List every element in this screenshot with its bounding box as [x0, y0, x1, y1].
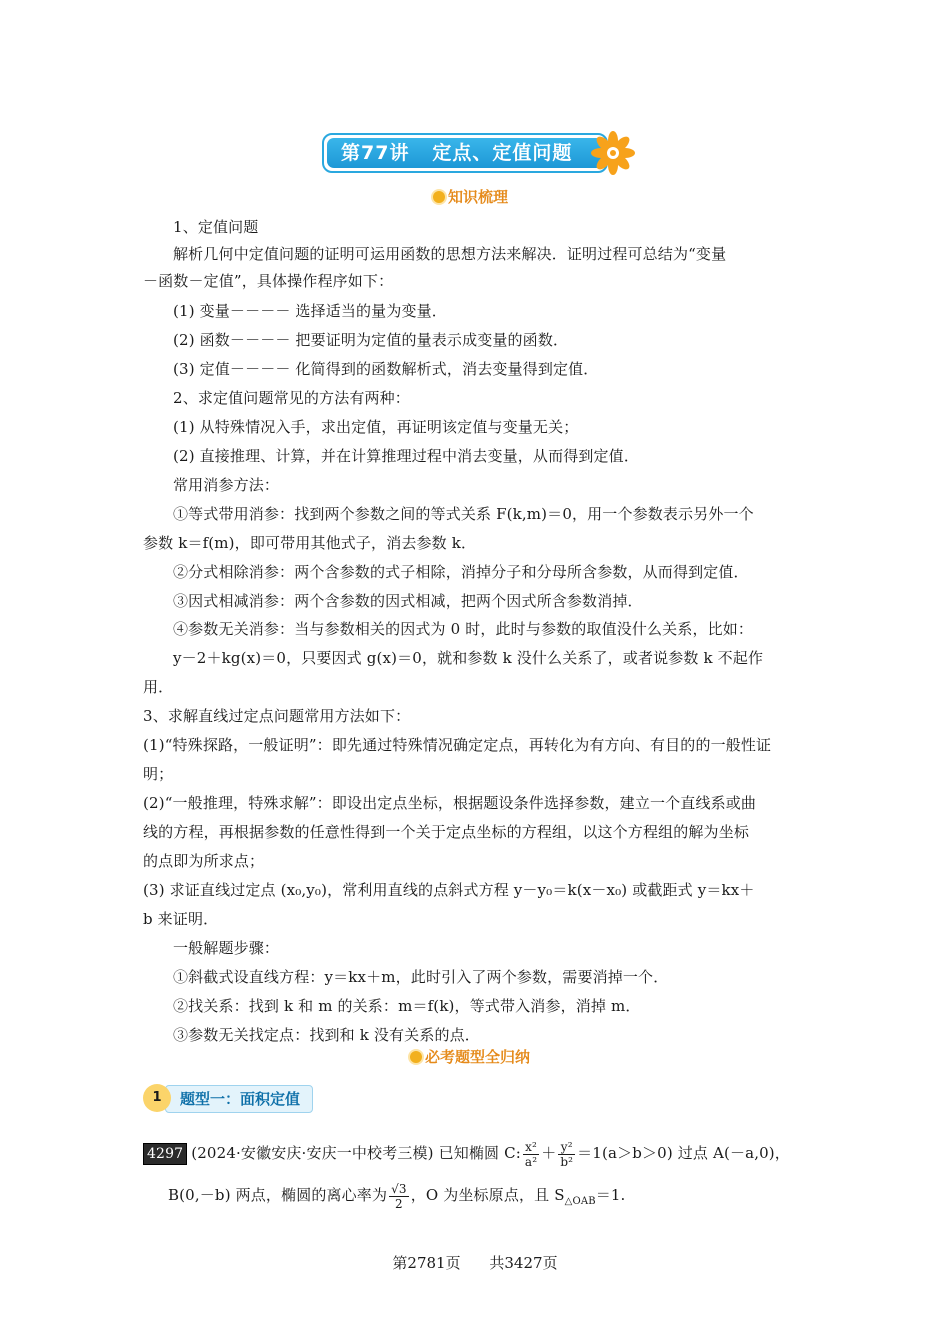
sun-icon: [433, 191, 445, 203]
text-line: (2)“一般推理，特殊求解”：即设出定点坐标，根据题设条件选择参数，建立一个直线系或曲: [143, 794, 757, 812]
lecture-name: 定点、定值问题: [432, 142, 573, 164]
text-line: 明；: [143, 765, 174, 783]
question-line-1: 4297 (2024·安徽安庆·安庆一中校考三模) 已知椭圆 C: $\frac{\text{x²}}{\text{a²}}$ ＋ $\frac{\text{y²}}{\text{b²}}$ ＝1(a＞b＞0) 过点 A(－a,0)，: [143, 1138, 833, 1169]
fraction: $\frac{\text{x²}}{\text{a²}}$: [524, 1139, 538, 1169]
text-line: (3) 求证直线过定点 (x₀,y₀)，常利用直线的点斜式方程 y－y₀＝k(x－x₀) 或截距式 y＝kx＋: [143, 881, 755, 899]
text-line: 参数 k＝f(m)，即可带用其他式子，消去参数 k．: [143, 534, 477, 552]
sun-icon: [410, 1051, 422, 1063]
subscript: △OAB: [564, 1196, 596, 1207]
page-footer: [0, 1252, 950, 1273]
title-text: [327, 138, 603, 168]
fraction: $\frac{√3}{2}$: [391, 1181, 407, 1211]
text-line: ③因式相减消参：两个含参数的因式相减，把两个因式所含参数消掉．: [173, 592, 643, 610]
text-line: 解析几何中定值问题的证明可运用函数的思想方法来解决．证明过程可总结为“变量: [173, 245, 727, 263]
section-types-heading: 必考题型全归纳: [410, 1046, 530, 1068]
text-line: ③参数无关找定点：找到和 k 没有关系的点．: [173, 1026, 480, 1044]
text-line: ①斜截式设直线方程：y＝kx＋m，此时引入了两个参数，需要消掉一个．: [173, 968, 669, 986]
text-line: ②找关系：找到 k 和 m 的关系：m＝f(k)，等式带入消参，消掉 m．: [173, 997, 641, 1015]
type-label: 题型一：面积定值: [165, 1085, 313, 1113]
section-knowledge-heading: 知识梳理: [433, 186, 508, 208]
text-line: ②分式相除消参：两个含参数的式子相除，消掉分子和分母所含参数，从而得到定值．: [173, 563, 749, 581]
text-line: (2) 函数－－－－ 把要证明为定值的量表示成变量的函数．: [173, 331, 569, 349]
question-id: 4297: [143, 1143, 187, 1165]
question-text: B(0,－b) 两点，椭圆的离心率为: [168, 1186, 388, 1204]
text-line: (1) 变量－－－－ 选择适当的量为变量．: [173, 302, 447, 320]
text-line: 3、求解直线过定点问题常用方法如下：: [143, 707, 411, 725]
text-line: 线的方程，再根据参数的任意性得到一个关于定点坐标的方程组，以这个方程组的解为坐标: [143, 823, 750, 841]
text-line: －函数－定值”，具体操作程序如下：: [143, 272, 394, 290]
text-line: (2) 直接推理、计算，并在计算推理过程中消去变量，从而得到定值．: [173, 447, 639, 465]
page-number: 第2781页: [392, 1254, 461, 1272]
text-line: 一般解题步骤：: [173, 939, 280, 957]
text-line: (1)“特殊探路，一般证明”：即先通过特殊情况确定定点，再转化为有方向、有目的的一般性证: [143, 736, 772, 754]
question-text: ＝1.: [595, 1186, 626, 1204]
title-banner: [322, 133, 608, 173]
question-text: (2024·安徽安庆·安庆一中校考三模) 已知椭圆 C:: [191, 1144, 521, 1162]
flower-icon: [590, 130, 636, 176]
text-line: y－2＋kg(x)＝0，只要因式 g(x)＝0，就和参数 k 没什么关系了，或者说参数 k 不起作: [173, 649, 764, 667]
question-line-2: [168, 1180, 828, 1217]
text-line: ①等式带用消参：找到两个参数之间的等式关系 F(k,m)＝0，用一个参数表示另外一个: [173, 505, 754, 523]
text-line: 用．: [143, 678, 174, 696]
text-line: 1、定值问题: [173, 218, 259, 236]
question-text: ，O 为坐标原点，且 S: [410, 1186, 565, 1204]
text-line: 常用消参方法：: [173, 476, 280, 494]
text-line: 的点即为所求点；: [143, 852, 265, 870]
text-line: (1) 从特殊情况入手，求出定值，再证明该定值与变量无关；: [173, 418, 579, 436]
text-line: b 来证明．: [143, 910, 219, 928]
page-total: 共3427页: [489, 1254, 558, 1272]
text-line: ④参数无关消参：当与参数相关的因式为 0 时，此时与参数的取值没什么关系，比如：: [173, 620, 754, 638]
fraction: $\frac{\text{y²}}{\text{b²}}$: [560, 1139, 574, 1169]
text-line: (3) 定值－－－－ 化简得到的函数解析式，消去变量得到定值．: [173, 360, 599, 378]
lecture-number: 第77讲: [341, 142, 410, 164]
text-line: 2、求定值问题常见的方法有两种：: [173, 389, 410, 407]
question-text: ＝1(a＞b＞0) 过点 A(－a,0)，: [577, 1144, 790, 1162]
type-number: 1: [143, 1084, 171, 1112]
